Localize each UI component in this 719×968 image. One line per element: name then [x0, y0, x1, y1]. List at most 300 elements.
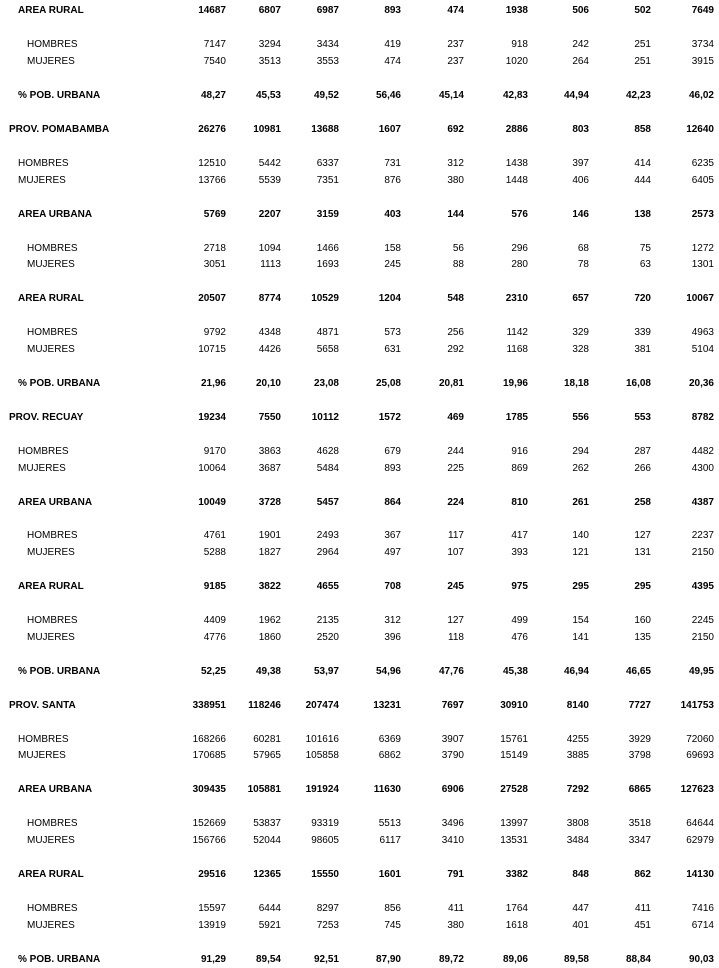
row-label: MUJERES	[27, 632, 75, 643]
table-cell: 631	[384, 344, 401, 355]
table-cell: 160	[634, 615, 651, 626]
table-row	[0, 580, 719, 594]
table-row	[0, 665, 719, 679]
row-label: HOMBRES	[27, 615, 78, 626]
table-cell: 15149	[500, 750, 528, 761]
table-row	[0, 292, 719, 306]
table-cell: 144	[447, 209, 464, 220]
table-cell: 29516	[198, 869, 226, 880]
table-cell: 679	[384, 446, 401, 457]
table-cell: 13531	[500, 835, 528, 846]
table-cell: 19234	[198, 412, 226, 423]
table-row	[0, 38, 719, 52]
table-cell: 791	[447, 869, 464, 880]
table-cell: 474	[447, 5, 464, 16]
table-cell: 858	[634, 124, 651, 135]
table-row	[0, 496, 719, 510]
table-cell: 90,03	[688, 954, 714, 965]
table-cell: 10064	[198, 463, 226, 474]
table-cell: 397	[572, 158, 589, 169]
table-cell: 89,72	[438, 954, 464, 965]
table-cell: 7697	[441, 700, 464, 711]
table-cell: 380	[447, 175, 464, 186]
table-cell: 135	[634, 632, 651, 643]
table-cell: 105881	[247, 784, 281, 795]
table-cell: 69693	[686, 750, 714, 761]
table-cell: 4628	[316, 446, 339, 457]
table-cell: 5288	[203, 547, 226, 558]
table-cell: 118	[448, 632, 464, 643]
table-cell: 19,96	[502, 378, 528, 389]
table-cell: 6405	[691, 175, 714, 186]
table-cell: 2135	[316, 615, 339, 626]
table-cell: 88	[452, 259, 464, 270]
table-cell: 127	[447, 615, 464, 626]
table-cell: 3051	[203, 259, 226, 270]
table-cell: 12640	[686, 124, 714, 135]
table-cell: 44,94	[563, 90, 589, 101]
table-cell: 20,81	[438, 378, 464, 389]
table-cell: 9170	[203, 446, 226, 457]
table-row	[0, 529, 719, 543]
table-cell: 3798	[628, 750, 651, 761]
table-cell: 4300	[691, 463, 714, 474]
table-cell: 474	[384, 56, 401, 67]
table-cell: 27528	[500, 784, 528, 795]
table-cell: 5921	[258, 920, 281, 931]
table-cell: 419	[384, 39, 401, 50]
table-row	[0, 919, 719, 933]
table-cell: 1020	[505, 56, 528, 67]
table-cell: 7292	[566, 784, 589, 795]
row-label: MUJERES	[18, 175, 66, 186]
table-cell: 3728	[258, 497, 281, 508]
table-cell: 46,02	[688, 90, 714, 101]
table-cell: 48,27	[200, 90, 226, 101]
row-label: HOMBRES	[27, 327, 78, 338]
table-cell: 91,29	[200, 954, 226, 965]
table-cell: 5539	[258, 175, 281, 186]
table-cell: 244	[447, 446, 464, 457]
table-cell: 224	[447, 497, 464, 508]
table-cell: 15597	[198, 903, 226, 914]
table-cell: 3484	[566, 835, 589, 846]
table-cell: 258	[634, 497, 651, 508]
table-cell: 141753	[680, 700, 714, 711]
table-cell: 4776	[203, 632, 226, 643]
table-cell: 1142	[506, 327, 528, 338]
table-cell: 49,52	[313, 90, 339, 101]
table-cell: 4387	[691, 497, 714, 508]
table-cell: 191924	[305, 784, 339, 795]
table-cell: 975	[511, 581, 528, 592]
table-cell: 411	[448, 903, 464, 914]
table-cell: 2493	[316, 530, 339, 541]
table-cell: 7550	[258, 412, 281, 423]
table-cell: 168266	[192, 734, 226, 745]
table-cell: 451	[634, 920, 651, 931]
table-cell: 42,83	[502, 90, 528, 101]
table-cell: 20,36	[688, 378, 714, 389]
table-cell: 78	[577, 259, 589, 270]
table-row	[0, 326, 719, 340]
table-cell: 68	[577, 243, 589, 254]
row-label: HOMBRES	[18, 446, 69, 457]
table-row	[0, 631, 719, 645]
table-cell: 328	[572, 344, 589, 355]
table-row	[0, 546, 719, 560]
table-cell: 1962	[258, 615, 281, 626]
row-label: PROV. SANTA	[9, 700, 76, 711]
table-cell: 15761	[500, 734, 528, 745]
table-cell: 3734	[691, 39, 714, 50]
table-cell: 60281	[253, 734, 281, 745]
table-cell: 11630	[373, 784, 401, 795]
table-cell: 141	[572, 632, 589, 643]
table-cell: 56,46	[375, 90, 401, 101]
table-cell: 237	[447, 39, 464, 50]
row-label: MUJERES	[27, 344, 75, 355]
table-cell: 869	[511, 463, 528, 474]
table-cell: 287	[634, 446, 651, 457]
table-cell: 745	[384, 920, 401, 931]
table-cell: 3434	[316, 39, 339, 50]
table-row	[0, 208, 719, 222]
table-cell: 1572	[378, 412, 401, 423]
table-cell: 5484	[316, 463, 339, 474]
table-cell: 296	[511, 243, 528, 254]
table-cell: 292	[447, 344, 464, 355]
table-cell: 152669	[192, 818, 226, 829]
table-cell: 21,96	[200, 378, 226, 389]
table-cell: 6862	[378, 750, 401, 761]
table-cell: 3410	[441, 835, 464, 846]
table-cell: 72060	[686, 734, 714, 745]
row-label: % POB. URBANA	[18, 90, 101, 101]
table-cell: 117	[448, 530, 464, 541]
table-cell: 10049	[198, 497, 226, 508]
table-cell: 893	[384, 5, 401, 16]
table-cell: 2207	[258, 209, 281, 220]
table-cell: 7649	[691, 5, 714, 16]
table-cell: 7416	[691, 903, 714, 914]
table-cell: 46,65	[625, 666, 651, 677]
table-row	[0, 157, 719, 171]
table-cell: 3347	[628, 835, 651, 846]
table-row	[0, 55, 719, 69]
table-row	[0, 953, 719, 967]
table-cell: 14130	[686, 869, 714, 880]
table-cell: 4409	[203, 615, 226, 626]
table-cell: 156766	[192, 835, 226, 846]
table-cell: 158	[384, 243, 401, 254]
row-label: HOMBRES	[18, 158, 69, 169]
table-row	[0, 174, 719, 188]
table-cell: 1693	[316, 259, 339, 270]
row-label: PROV. RECUAY	[9, 412, 84, 423]
table-cell: 469	[447, 412, 464, 423]
table-cell: 4348	[258, 327, 281, 338]
table-cell: 245	[447, 581, 464, 592]
table-cell: 403	[384, 209, 401, 220]
table-cell: 3822	[258, 581, 281, 592]
table-cell: 1094	[258, 243, 281, 254]
table-cell: 6117	[379, 835, 401, 846]
table-row	[0, 377, 719, 391]
row-label: HOMBRES	[27, 39, 78, 50]
table-cell: 1764	[505, 903, 528, 914]
table-cell: 89,58	[563, 954, 589, 965]
table-cell: 5457	[316, 497, 339, 508]
table-cell: 256	[447, 327, 464, 338]
table-cell: 138	[634, 209, 651, 220]
table-cell: 101616	[305, 734, 339, 745]
table-cell: 295	[634, 581, 651, 592]
table-cell: 1827	[258, 547, 281, 558]
table-cell: 89,54	[255, 954, 281, 965]
table-cell: 10715	[198, 344, 226, 355]
table-cell: 10067	[686, 293, 714, 304]
row-label: HOMBRES	[27, 903, 78, 914]
table-cell: 12365	[253, 869, 281, 880]
table-cell: 3294	[258, 39, 281, 50]
row-label: AREA URBANA	[18, 497, 93, 508]
table-cell: 62979	[686, 835, 714, 846]
table-cell: 49,95	[688, 666, 714, 677]
table-cell: 140	[572, 530, 589, 541]
table-cell: 476	[511, 632, 528, 643]
row-label: HOMBRES	[27, 243, 78, 254]
table-cell: 45,38	[502, 666, 528, 677]
row-label: HOMBRES	[27, 818, 78, 829]
table-cell: 53,97	[313, 666, 339, 677]
row-label: % POB. URBANA	[18, 954, 101, 965]
table-cell: 8297	[316, 903, 339, 914]
table-cell: 3513	[258, 56, 281, 67]
table-cell: 381	[634, 344, 651, 355]
table-cell: 329	[572, 327, 589, 338]
table-cell: 3687	[258, 463, 281, 474]
table-cell: 16,08	[625, 378, 651, 389]
table-cell: 338951	[192, 700, 226, 711]
table-cell: 127	[634, 530, 651, 541]
table-cell: 266	[634, 463, 651, 474]
table-cell: 312	[384, 615, 401, 626]
table-cell: 2150	[691, 632, 714, 643]
table-cell: 2237	[691, 530, 714, 541]
table-cell: 810	[511, 497, 528, 508]
table-cell: 1438	[505, 158, 528, 169]
table-cell: 393	[511, 547, 528, 558]
table-cell: 251	[634, 39, 651, 50]
table-cell: 8774	[258, 293, 281, 304]
table-cell: 548	[447, 293, 464, 304]
table-cell: 6714	[691, 920, 714, 931]
table-cell: 42,23	[625, 90, 651, 101]
table-row	[0, 868, 719, 882]
table-cell: 13997	[500, 818, 528, 829]
table-cell: 6807	[258, 5, 281, 16]
table-cell: 245	[384, 259, 401, 270]
table-cell: 406	[572, 175, 589, 186]
table-cell: 1204	[378, 293, 401, 304]
table-cell: 207474	[305, 700, 339, 711]
table-cell: 4482	[691, 446, 714, 457]
table-cell: 1938	[505, 5, 528, 16]
table-cell: 295	[572, 581, 589, 592]
table-cell: 8782	[691, 412, 714, 423]
table-cell: 1272	[691, 243, 714, 254]
table-row	[0, 343, 719, 357]
table-cell: 497	[384, 547, 401, 558]
table-cell: 3790	[441, 750, 464, 761]
table-cell: 20507	[198, 293, 226, 304]
row-label: MUJERES	[27, 835, 75, 846]
table-cell: 46,94	[563, 666, 589, 677]
table-cell: 916	[511, 446, 528, 457]
table-cell: 6906	[441, 784, 464, 795]
table-cell: 1601	[378, 869, 401, 880]
table-cell: 92,51	[313, 954, 339, 965]
table-cell: 237	[447, 56, 464, 67]
table-cell: 154	[572, 615, 589, 626]
table-cell: 3518	[628, 818, 651, 829]
table-cell: 170685	[192, 750, 226, 761]
table-cell: 1860	[258, 632, 281, 643]
table-cell: 803	[572, 124, 589, 135]
table-cell: 98605	[311, 835, 339, 846]
table-cell: 280	[511, 259, 528, 270]
table-cell: 3496	[441, 818, 464, 829]
table-cell: 1607	[378, 124, 401, 135]
table-cell: 848	[572, 869, 589, 880]
table-cell: 7727	[628, 700, 651, 711]
table-cell: 720	[634, 293, 651, 304]
table-cell: 264	[572, 56, 589, 67]
row-label: AREA RURAL	[18, 293, 84, 304]
table-cell: 1448	[505, 175, 528, 186]
table-cell: 502	[634, 5, 651, 16]
table-cell: 417	[511, 530, 528, 541]
table-cell: 107	[447, 547, 464, 558]
table-cell: 10981	[253, 124, 281, 135]
table-cell: 14687	[198, 5, 226, 16]
row-label: MUJERES	[27, 547, 75, 558]
table-row	[0, 258, 719, 272]
table-row	[0, 783, 719, 797]
table-cell: 499	[511, 615, 528, 626]
table-cell: 20,10	[255, 378, 281, 389]
table-cell: 7540	[203, 56, 226, 67]
table-cell: 447	[572, 903, 589, 914]
table-cell: 1785	[505, 412, 528, 423]
table-cell: 396	[384, 632, 401, 643]
table-cell: 3915	[691, 56, 714, 67]
table-cell: 13231	[373, 700, 401, 711]
table-cell: 731	[384, 158, 401, 169]
table-cell: 553	[634, 412, 651, 423]
table-cell: 15550	[311, 869, 339, 880]
table-cell: 876	[384, 175, 401, 186]
table-cell: 7253	[316, 920, 339, 931]
table-row	[0, 242, 719, 256]
table-cell: 93319	[311, 818, 339, 829]
table-row	[0, 834, 719, 848]
table-cell: 261	[572, 497, 589, 508]
table-cell: 893	[384, 463, 401, 474]
table-cell: 339	[634, 327, 651, 338]
table-row	[0, 614, 719, 628]
table-cell: 49,38	[255, 666, 281, 677]
row-label: AREA RURAL	[18, 869, 84, 880]
table-cell: 6369	[378, 734, 401, 745]
table-cell: 9185	[203, 581, 226, 592]
table-cell: 3907	[441, 734, 464, 745]
table-cell: 131	[634, 547, 651, 558]
table-cell: 6235	[691, 158, 714, 169]
table-cell: 13688	[311, 124, 339, 135]
table-cell: 64644	[686, 818, 714, 829]
row-label: % POB. URBANA	[18, 666, 101, 677]
table-cell: 414	[634, 158, 651, 169]
table-cell: 573	[384, 327, 401, 338]
row-label: AREA RURAL	[18, 5, 84, 16]
table-cell: 856	[384, 903, 401, 914]
table-cell: 3885	[566, 750, 589, 761]
table-cell: 45,14	[438, 90, 464, 101]
table-cell: 380	[447, 920, 464, 931]
row-label: HOMBRES	[27, 530, 78, 541]
table-cell: 89,06	[502, 954, 528, 965]
table-cell: 1113	[260, 259, 281, 270]
table-cell: 4395	[691, 581, 714, 592]
row-label: AREA URBANA	[18, 209, 93, 220]
table-cell: 657	[572, 293, 589, 304]
row-label: MUJERES	[18, 750, 66, 761]
table-row	[0, 699, 719, 713]
table-cell: 3382	[505, 869, 528, 880]
table-cell: 30910	[500, 700, 528, 711]
table-row	[0, 733, 719, 747]
table-cell: 1901	[258, 530, 281, 541]
table-cell: 6987	[316, 5, 339, 16]
table-cell: 1618	[505, 920, 528, 931]
table-cell: 6337	[316, 158, 339, 169]
table-cell: 2964	[316, 547, 339, 558]
table-cell: 6865	[628, 784, 651, 795]
table-cell: 8140	[566, 700, 589, 711]
table-cell: 2886	[505, 124, 528, 135]
table-cell: 1466	[316, 243, 339, 254]
table-cell: 251	[634, 56, 651, 67]
table-cell: 411	[635, 903, 651, 914]
table-cell: 4871	[316, 327, 339, 338]
table-cell: 88,84	[625, 954, 651, 965]
table-cell: 121	[572, 547, 589, 558]
table-cell: 9792	[203, 327, 226, 338]
table-row	[0, 902, 719, 916]
table-row	[0, 4, 719, 18]
table-cell: 10529	[311, 293, 339, 304]
table-cell: 309435	[192, 784, 226, 795]
table-cell: 692	[447, 124, 464, 135]
table-cell: 52,25	[200, 666, 226, 677]
table-cell: 75	[639, 243, 651, 254]
table-cell: 3553	[316, 56, 339, 67]
table-cell: 576	[511, 209, 528, 220]
table-cell: 105858	[305, 750, 339, 761]
row-label: MUJERES	[27, 56, 75, 67]
